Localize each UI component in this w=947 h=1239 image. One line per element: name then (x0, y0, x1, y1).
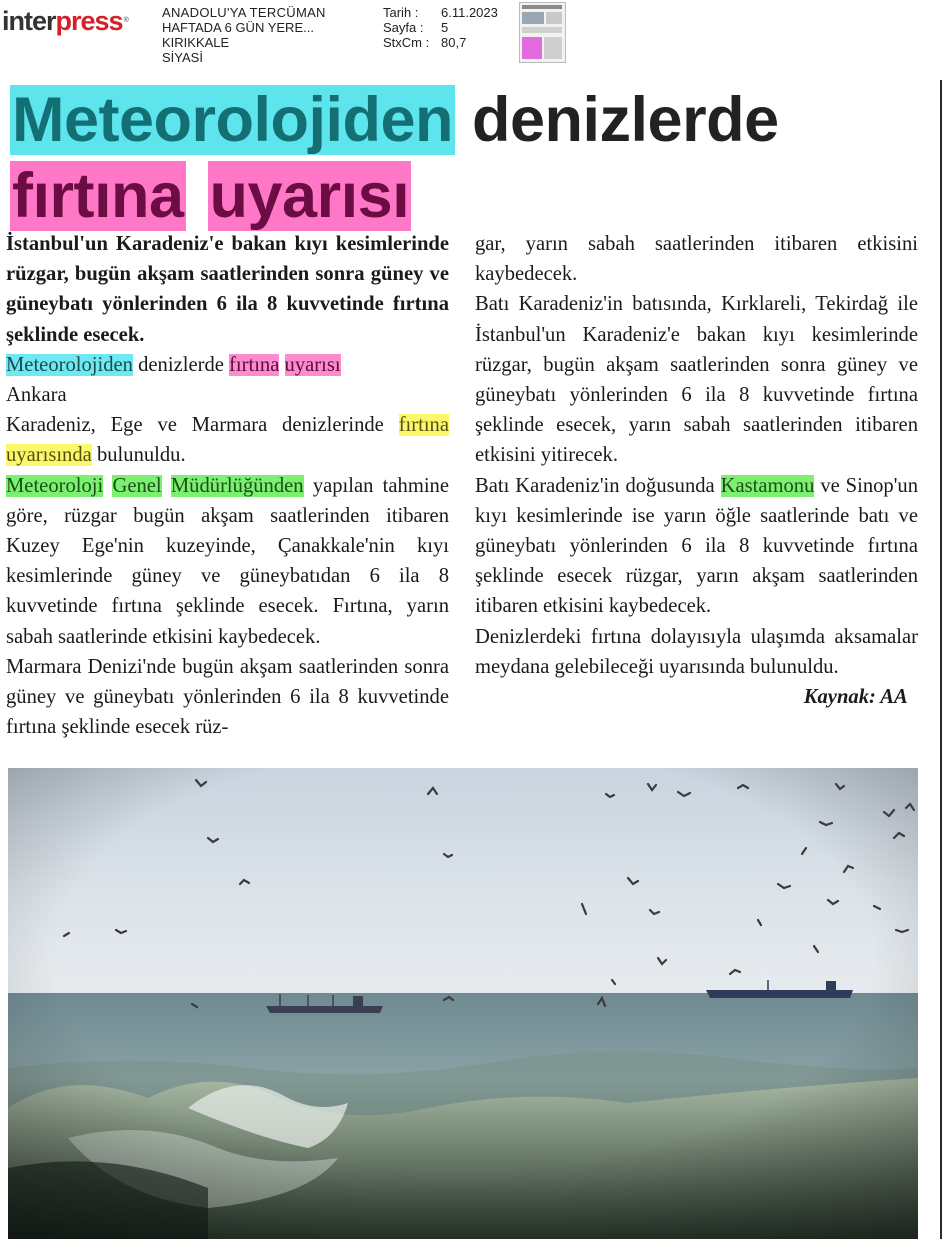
size-value: 80,7 (441, 35, 467, 50)
headline-word-meteorolojiden: Meteorolojiden (12, 85, 454, 155)
article-paragraph: Meteoroloji Genel Müdürlüğünden yapılan tahmine göre, rüzgar bugün akşam saatlerinden itibaren Kuzey Ege'nin kuzeyinde, Çanakkale'nin kıyı kesimlerinde güney ve güneybatıdan 6 ila 8 kuvvetinde fırtına şeklinde esecek. Fırtına, yarın sabah saatlerinde etkisini kaybedecek. (6, 474, 449, 648)
clip-metadata (383, 5, 498, 50)
date-row: Tarih : 6.11.2023 (383, 5, 498, 20)
article-paragraph: Karadeniz, Ege ve Marmara denizlerinde fırtına uyarısında bulunuldu. (6, 414, 449, 467)
article-paragraph: gar, yarın sabah saatlerinden itibaren etkisini kaybedecek. (475, 233, 918, 286)
page-title (10, 82, 779, 234)
headline-word-uyarisi: uyarısı (209, 161, 410, 231)
article-subtitle: Meteorolojiden denizlerde fırtına uyarısı (6, 353, 341, 376)
article-paragraph: Denizlerdeki fırtına dolayısıyla ulaşımda aksamalar meydana gelebileceği uyarısında bulunuldu. (475, 625, 918, 678)
column-divider (940, 80, 942, 1239)
article-paragraph: Batı Karadeniz'in doğusunda Kastamonu ve Sinop'un kıyı kesimlerinde ise yarın öğle saatlerinde batı ve güneybatı yönlerinden 6 ila 8 kuvvetinde fırtına şeklinde esecek rüzgar, yarın akşam saatlerinden itibaren etkisini kaybedecek. (475, 474, 919, 618)
article-source: Kaynak: AA (803, 686, 908, 709)
article-paragraph: Batı Karadeniz'in batısında, Kırklareli, Tekirdağ ile İstanbul'un Karadeniz'e bakan kıyı kesimlerinde rüzgar, bugün akşam saatlerinden sonra güney ve güneybatı yönlerinden 6 ila 8 kuvvetinde fırtına şeklinde esecek, yarın sabah saatlerinden itibaren etkisini yitirecek. (475, 293, 918, 467)
publication-info (162, 5, 326, 65)
article-column-right (475, 229, 918, 712)
publication-frequency: HAFTADA 6 GÜN YERE... (162, 20, 314, 35)
headline-word-firtina: fırtına (12, 161, 184, 231)
article-paragraph: Marmara Denizi'nde bugün akşam saatlerinden sonra güney ve güneybatı yönlerinden 6 ila 8 kuvvetinde fırtına şeklinde esecek rüz- (6, 655, 449, 739)
headline-word-denizlerde: denizlerde (472, 85, 779, 155)
interpress-logo: interpress® (2, 6, 128, 36)
article-dateline: Ankara (6, 384, 67, 407)
publication-city: KIRIKKALE (162, 35, 230, 50)
news-photo (8, 768, 918, 1239)
article-column-left (6, 229, 449, 742)
publication-name: ANADOLU'YA TERCÜMAN (162, 5, 326, 20)
publication-section: SİYASİ (162, 50, 203, 65)
page-thumbnail[interactable] (519, 2, 566, 63)
size-row: StxCm : 80,7 (383, 35, 467, 50)
page-value: 5 (441, 20, 449, 35)
page-row: Sayfa : 5 (383, 20, 449, 35)
date-value: 6.11.2023 (441, 5, 498, 20)
article-lead: İstanbul'un Karadeniz'e bakan kıyı kesimlerinde rüzgar, bugün akşam saatlerinden sonra güney ve güneybatı yönlerinden 6 ila 8 kuvvetinde fırtına şeklinde esecek. (6, 233, 449, 346)
